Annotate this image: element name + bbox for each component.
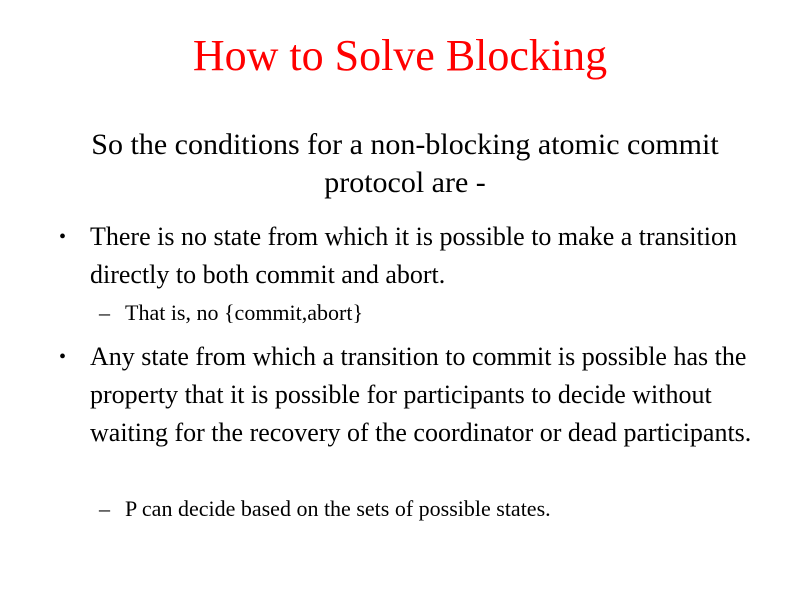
dash-icon: – [99,300,110,325]
sub-bullet-text: That is, no {commit,abort} [125,300,364,325]
bullet-icon: • [59,226,67,248]
sub-bullet-item [99,298,765,328]
bullet-icon: • [59,346,67,368]
bullet-text: There is no state from which it is possible to make a transition directly to both commit and abort. [90,222,737,289]
slide-title: How to Solve Blocking [192,31,608,80]
bullet-item [59,338,770,452]
dash-icon: – [99,496,110,521]
bullet-item [59,218,770,294]
bullet-text: Any state from which a transition to commit is possible has the property that it is possible for participants to decide without waiting for the recovery of the coordinator or dead participants. [90,342,752,447]
sub-bullet-item [99,494,765,524]
sub-bullet-text: P can decide based on the sets of possible states. [125,496,551,521]
intro-text: So the conditions for a non-blocking atomic commit protocol are - [91,128,719,199]
